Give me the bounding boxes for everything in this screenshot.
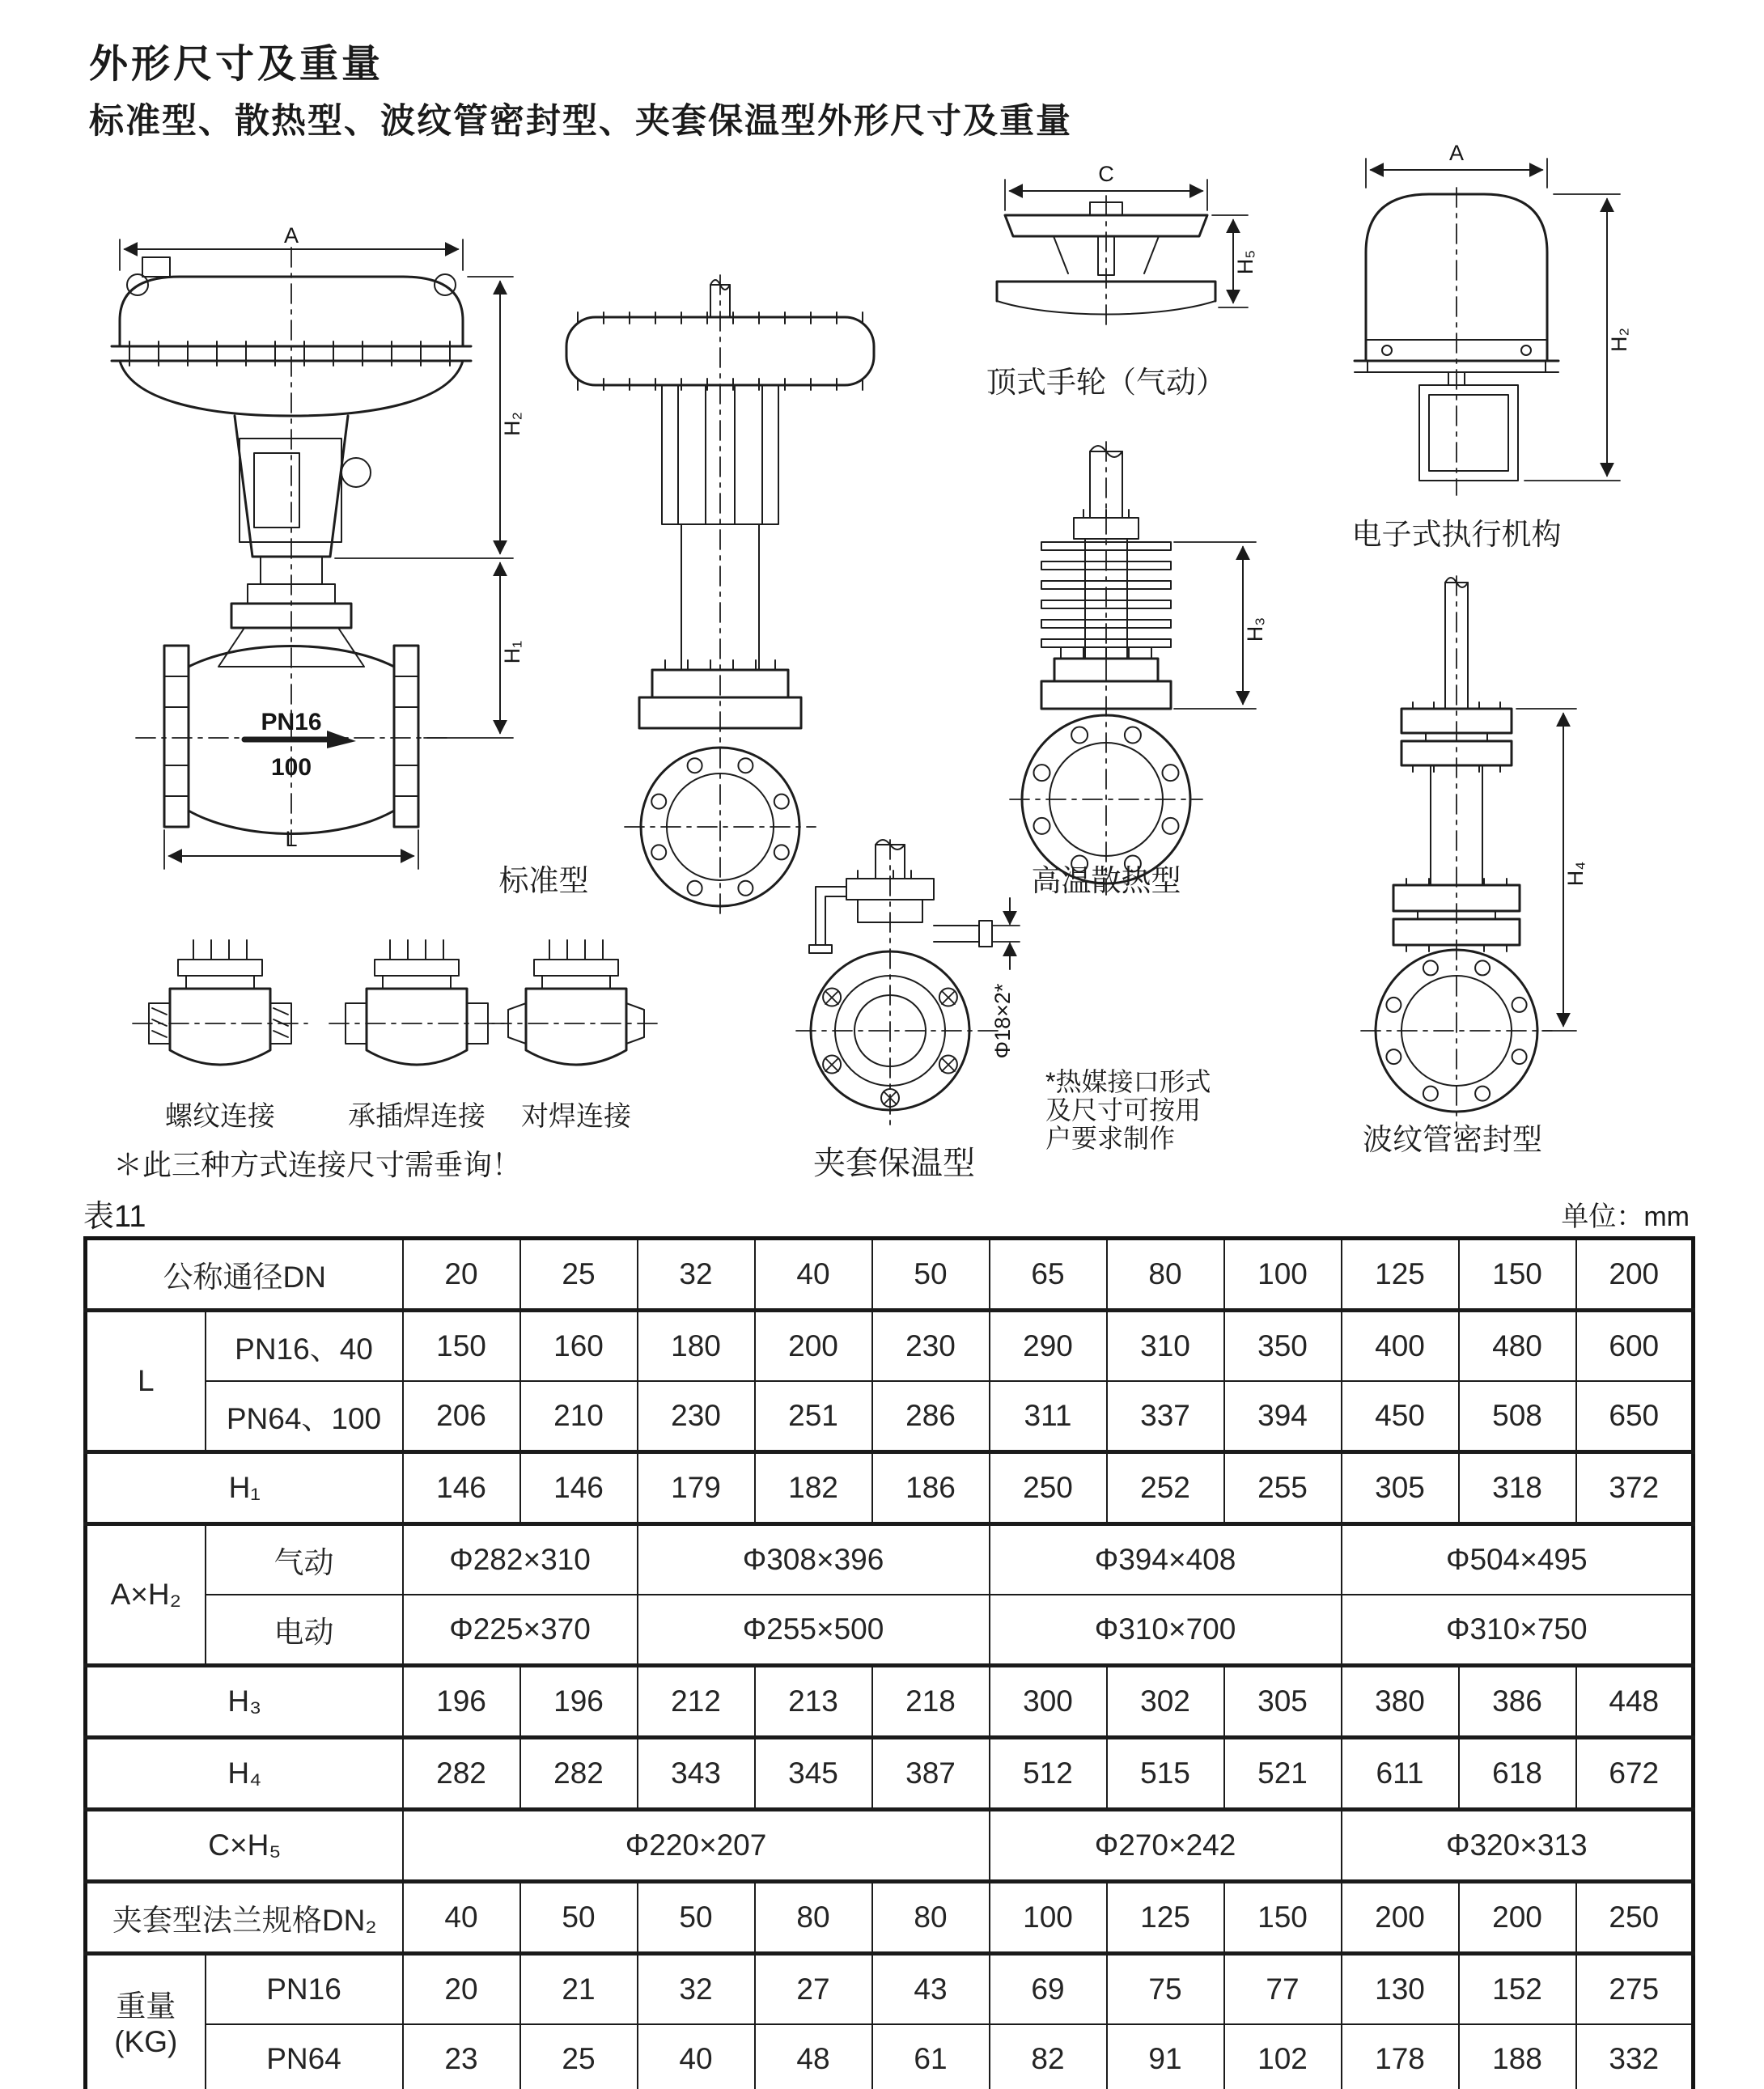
cell: 337: [1107, 1381, 1224, 1452]
connection-note: ＊此三种方式连接尺寸需垂询！: [113, 1148, 522, 1181]
cell: 400: [1342, 1311, 1459, 1382]
cell: 152: [1459, 1954, 1576, 2025]
cell: 300: [990, 1666, 1107, 1738]
cell: 218: [872, 1666, 990, 1738]
cell: 21: [520, 1954, 638, 2025]
cell: 186: [872, 1452, 990, 1524]
dimensions-table: [83, 1236, 1695, 2089]
cell: 32: [638, 1954, 755, 2025]
cell: 310: [1107, 1311, 1224, 1382]
jacketed-valve-drawing: [796, 840, 1020, 1126]
cell: 230: [638, 1381, 755, 1452]
cell: 618: [1459, 1738, 1576, 1810]
cell: 512: [990, 1738, 1107, 1810]
high-temp-valve-drawing: [1010, 442, 1267, 895]
cell: 25: [520, 1239, 638, 1311]
row-weight-pn64: [86, 2024, 1694, 2089]
row-l-pn64-100: [86, 1381, 1694, 1452]
cell: 32: [638, 1239, 755, 1311]
cell: 65: [990, 1239, 1107, 1311]
caption-threaded-connection: 螺纹连接: [165, 1101, 275, 1132]
caption-jacketed: 夹套保温型: [813, 1146, 975, 1181]
row-l-pn16-40: [86, 1311, 1694, 1382]
row-weight-pn16: [86, 1954, 1694, 2025]
cell: 130: [1342, 1954, 1459, 2025]
valve-body-marking-dn: 100: [270, 754, 312, 781]
cell: 387: [872, 1738, 990, 1810]
weight-unit: (KG): [114, 2025, 178, 2058]
dim-label-a: A: [283, 223, 299, 248]
caption-bellows: 波纹管密封型: [1363, 1123, 1542, 1156]
cell: 250: [990, 1452, 1107, 1524]
cell: Φ270×242: [990, 1810, 1342, 1882]
cell: 212: [638, 1666, 755, 1738]
cell: 82: [990, 2024, 1107, 2089]
cell: 302: [1107, 1666, 1224, 1738]
cell: 27: [755, 1954, 872, 2025]
caption-socket-weld-connection: 承插焊连接: [348, 1101, 486, 1132]
cell: 380: [1342, 1666, 1459, 1738]
cell: 182: [755, 1452, 872, 1524]
cell: 150: [1459, 1239, 1576, 1311]
cell: 77: [1224, 1954, 1342, 2025]
cell: 282: [520, 1738, 638, 1810]
cell: Φ282×310: [403, 1524, 638, 1595]
cell: 508: [1459, 1381, 1576, 1452]
cell: 100: [990, 1882, 1107, 1954]
caption-high-temp: 高温散热型: [1031, 864, 1181, 897]
cell: 650: [1576, 1381, 1694, 1452]
valve-body-marking-pn: PN16: [261, 709, 322, 735]
cell: 200: [755, 1311, 872, 1382]
row-dn-header: [86, 1239, 1694, 1311]
dim-label-h3: H₃: [1243, 617, 1267, 642]
cell: Φ308×396: [638, 1524, 990, 1595]
butt-weld-connection-drawing: [492, 940, 660, 1065]
cell: 255: [1224, 1452, 1342, 1524]
cell: 80: [1107, 1239, 1224, 1311]
cell: 43: [872, 1954, 990, 2025]
cell: 286: [872, 1381, 990, 1452]
cell: 332: [1576, 2024, 1694, 2089]
cell: 206: [403, 1381, 520, 1452]
cell: 125: [1342, 1239, 1459, 1311]
cell: 50: [872, 1239, 990, 1311]
cell: 40: [403, 1882, 520, 1954]
socket-weld-connection-drawing: [329, 940, 504, 1065]
row-label: H₃: [86, 1666, 403, 1738]
cell: 61: [872, 2024, 990, 2089]
table-number: 表11: [83, 1200, 146, 1234]
cell: 48: [755, 2024, 872, 2089]
page-title: 外形尺寸及重量: [89, 43, 384, 86]
row-label: 气动: [206, 1524, 403, 1595]
cell: 25: [520, 2024, 638, 2089]
cell: 146: [403, 1452, 520, 1524]
cell: 196: [403, 1666, 520, 1738]
cell: 150: [1224, 1882, 1342, 1954]
cell: 480: [1459, 1311, 1576, 1382]
cell: 372: [1576, 1452, 1694, 1524]
cell: 318: [1459, 1452, 1576, 1524]
cell: 100: [1224, 1239, 1342, 1311]
row-label: H₄: [86, 1738, 403, 1810]
group-label-l: L: [86, 1311, 206, 1452]
caption-handwheel: 顶式手轮（气动）: [986, 366, 1226, 399]
dim-label-h2b: H₂: [1607, 328, 1631, 352]
cell: 50: [638, 1882, 755, 1954]
dim-label-a2: A: [1448, 141, 1465, 165]
row-label: PN64、100: [206, 1381, 403, 1452]
dim-label-h1: H₁: [500, 640, 524, 664]
row-label: H₁: [86, 1452, 403, 1524]
cell: 50: [520, 1882, 638, 1954]
dim-label-h2: H₂: [500, 412, 524, 436]
bellows-valve-drawing: [1361, 576, 1588, 1126]
row-label: PN16: [206, 1954, 403, 2025]
cell: 20: [403, 1239, 520, 1311]
caption-standard: 标准型: [498, 864, 589, 897]
cell: 178: [1342, 2024, 1459, 2089]
cell: 196: [520, 1666, 638, 1738]
cell: 252: [1107, 1452, 1224, 1524]
cell: 386: [1459, 1666, 1576, 1738]
cell: 611: [1342, 1738, 1459, 1810]
row-label: 电动: [206, 1595, 403, 1666]
cell: Φ504×495: [1342, 1524, 1694, 1595]
cell: 23: [403, 2024, 520, 2089]
dim-label-pipe: Φ18×2*: [990, 983, 1015, 1059]
dim-label-c: C: [1098, 162, 1114, 186]
cell: 102: [1224, 2024, 1342, 2089]
cell: 146: [520, 1452, 638, 1524]
cell: 75: [1107, 1954, 1224, 2025]
cell: Φ255×500: [638, 1595, 990, 1666]
cell: 251: [755, 1381, 872, 1452]
standard-valve-front-drawing: [112, 223, 524, 869]
jacket-note: [1045, 1068, 1211, 1153]
cell: Φ394×408: [990, 1524, 1342, 1595]
cell: 290: [990, 1311, 1107, 1382]
row-label: 夹套型法兰规格DN₂: [86, 1882, 403, 1954]
electric-actuator-drawing: [1355, 141, 1631, 495]
cell: 69: [990, 1954, 1107, 2025]
row-label: PN64: [206, 2024, 403, 2089]
jacket-note-line2: 及尺寸可按用: [1045, 1095, 1202, 1125]
cell: Φ225×370: [403, 1595, 638, 1666]
cell: Φ310×750: [1342, 1595, 1694, 1666]
cell: 250: [1576, 1882, 1694, 1954]
jacket-note-line3: 户要求制作: [1045, 1124, 1176, 1153]
dim-label-l: L: [285, 827, 298, 851]
group-label-axh2: A×H₂: [86, 1524, 206, 1666]
cell: Φ220×207: [403, 1810, 990, 1882]
page-subtitle: 标准型、散热型、波纹管密封型、夹套保温型外形尺寸及重量: [89, 102, 1072, 141]
cell: 80: [755, 1882, 872, 1954]
cell: 230: [872, 1311, 990, 1382]
cell: 450: [1342, 1381, 1459, 1452]
row-h4: [86, 1738, 1694, 1810]
cell: 275: [1576, 1954, 1694, 2025]
dim-label-h5: H₅: [1233, 249, 1257, 275]
cell: 160: [520, 1311, 638, 1382]
cell: 210: [520, 1381, 638, 1452]
threaded-connection-drawing: [133, 940, 307, 1065]
standard-valve-side-drawing: [566, 275, 874, 919]
cell: 180: [638, 1311, 755, 1382]
row-axh2-electric: [86, 1595, 1694, 1666]
cell: 311: [990, 1381, 1107, 1452]
cell: 448: [1576, 1666, 1694, 1738]
jacket-note-line1: *热媒接口形式: [1045, 1067, 1211, 1096]
cell: 40: [638, 2024, 755, 2089]
cell: 80: [872, 1882, 990, 1954]
cell: Φ310×700: [990, 1595, 1342, 1666]
row-label: PN16、40: [206, 1311, 403, 1382]
row-cxh5: [86, 1810, 1694, 1882]
cell: 188: [1459, 2024, 1576, 2089]
caption-electric: 电子式执行机构: [1351, 518, 1562, 551]
caption-butt-weld-connection: 对焊连接: [521, 1101, 631, 1132]
dim-label-h4: H₄: [1563, 861, 1588, 887]
group-label-weight: [86, 1954, 206, 2089]
cell: 305: [1224, 1666, 1342, 1738]
cell: 305: [1342, 1452, 1459, 1524]
row-label: C×H₅: [86, 1810, 403, 1882]
cell: 200: [1459, 1882, 1576, 1954]
cell: 200: [1576, 1239, 1694, 1311]
row-axh2-pneumatic: [86, 1524, 1694, 1595]
unit-label: 单位：mm: [1561, 1201, 1690, 1232]
cell: 150: [403, 1311, 520, 1382]
row-dn2: [86, 1882, 1694, 1954]
row-h1: [86, 1452, 1694, 1524]
cell: 125: [1107, 1882, 1224, 1954]
cell: 282: [403, 1738, 520, 1810]
cell: 345: [755, 1738, 872, 1810]
row-h3: [86, 1666, 1694, 1738]
cell: 40: [755, 1239, 872, 1311]
cell: 350: [1224, 1311, 1342, 1382]
cell: 515: [1107, 1738, 1224, 1810]
cell: 343: [638, 1738, 755, 1810]
cell: 600: [1576, 1311, 1694, 1382]
cell: 20: [403, 1954, 520, 2025]
cell: 394: [1224, 1381, 1342, 1452]
cell: 521: [1224, 1738, 1342, 1810]
weight-label: 重量: [116, 1989, 176, 2023]
row-label: 公称通径DN: [86, 1239, 403, 1311]
cell: 179: [638, 1452, 755, 1524]
cell: 200: [1342, 1882, 1459, 1954]
cell: 672: [1576, 1738, 1694, 1810]
top-handwheel-drawing: [997, 162, 1257, 327]
cell: 91: [1107, 2024, 1224, 2089]
cell: Φ320×313: [1342, 1810, 1694, 1882]
cell: 213: [755, 1666, 872, 1738]
